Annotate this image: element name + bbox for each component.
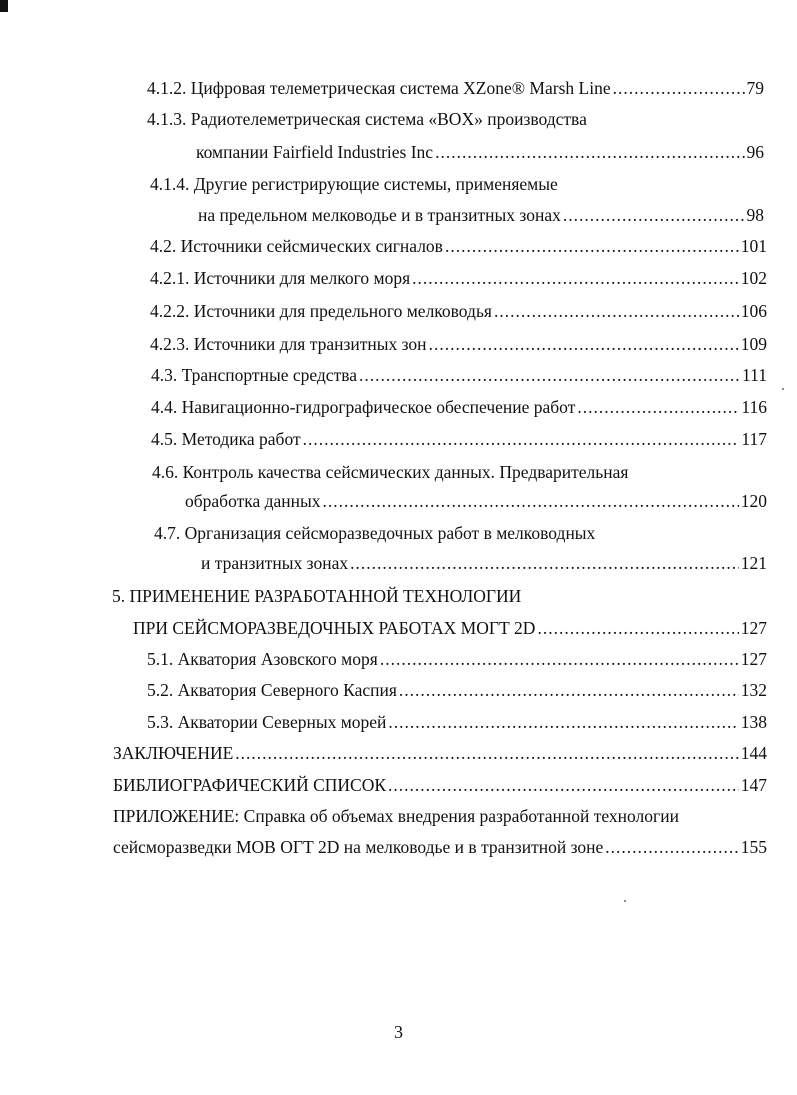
dot-leader xyxy=(235,742,738,764)
toc-entry: 4.1.4. Другие регистрирующие системы, применяемые xyxy=(150,174,558,194)
dot-leader xyxy=(388,774,739,796)
toc-entry: 4.1.2. Цифровая телеметрическая система XZone® Marsh Line ..... 79 xyxy=(147,77,764,99)
toc-entry: ПРИ СЕЙСМОРАЗВЕДОЧНЫХ РАБОТАХ МОГТ 2D ..... 127 xyxy=(133,617,767,639)
dot-leader xyxy=(303,428,740,450)
toc-entry: 4.4. Навигационно-гидрографическое обеспечение работ ..... 116 xyxy=(151,396,767,418)
dot-leader xyxy=(537,617,738,639)
dot-leader xyxy=(435,141,744,163)
dot-leader xyxy=(399,679,739,701)
dot-leader xyxy=(563,204,745,226)
toc-entry: 5.1. Акватория Азовского моря ..... 127 xyxy=(147,648,767,670)
dot-leader xyxy=(577,396,739,418)
toc-entry: и транзитных зонах ..... 121 xyxy=(201,552,767,574)
toc-entry: на предельном мелководье и в транзитных зонах ..... 98 xyxy=(198,204,764,226)
toc-entry: компании Fairfield Industries Inc ..... 96 xyxy=(196,141,764,163)
dot-leader xyxy=(605,836,738,858)
toc-entry: обработка данных ..... 120 xyxy=(185,490,767,512)
toc-entry: ЗАКЛЮЧЕНИЕ ..... 144 xyxy=(113,742,767,764)
dot-leader xyxy=(429,333,739,355)
toc-entry: 4.2.2. Источники для предельного мелководья ..... 106 xyxy=(150,300,767,322)
toc-entry: 5.3. Акватории Северных морей ..... 138 xyxy=(147,711,767,733)
page-number: 3 xyxy=(394,1022,403,1042)
dot-leader xyxy=(445,235,739,257)
dot-leader xyxy=(388,711,738,733)
toc-entry: 4.6. Контроль качества сейсмических данных. Предварительная xyxy=(152,462,629,482)
toc-entry: 4.2.1. Источники для мелкого моря ..... 102 xyxy=(150,267,767,289)
dot-leader xyxy=(323,490,739,512)
toc-entry: 5.2. Акватория Северного Каспия ..... 132 xyxy=(147,679,767,701)
dot-leader xyxy=(613,77,745,99)
toc-entry: 4.7. Организация сейсморазведочных работ в мелководных xyxy=(154,523,596,543)
scan-speck xyxy=(624,900,626,902)
dot-leader xyxy=(359,364,740,386)
toc-entry: 4.3. Транспортные средства ..... 111 xyxy=(151,364,767,386)
toc-entry: 4.1.3. Радиотелеметрическая система «BOX» производства xyxy=(147,109,587,129)
dot-leader xyxy=(412,267,739,289)
toc-entry: БИБЛИОГРАФИЧЕСКИЙ СПИСОК ..... 147 xyxy=(113,774,767,796)
dot-leader xyxy=(380,648,739,670)
toc-entry: 5. ПРИМЕНЕНИЕ РАЗРАБОТАННОЙ ТЕХНОЛОГИИ xyxy=(112,586,522,606)
toc-entry: 4.2.3. Источники для транзитных зон ..... 109 xyxy=(150,333,767,355)
toc-entry: 4.2. Источники сейсмических сигналов ..... 101 xyxy=(150,235,767,257)
toc-entry: сейсморазведки МОВ ОГТ 2D на мелководье и в транзитной зоне ..... 155 xyxy=(113,836,767,858)
toc-entry: 4.5. Методика работ ..... 117 xyxy=(151,428,767,450)
toc-entry: ПРИЛОЖЕНИЕ: Справка об объемах внедрения разработанной технологии xyxy=(113,806,679,826)
scan-speck xyxy=(782,388,784,390)
dot-leader xyxy=(350,552,739,574)
dot-leader xyxy=(494,300,739,322)
